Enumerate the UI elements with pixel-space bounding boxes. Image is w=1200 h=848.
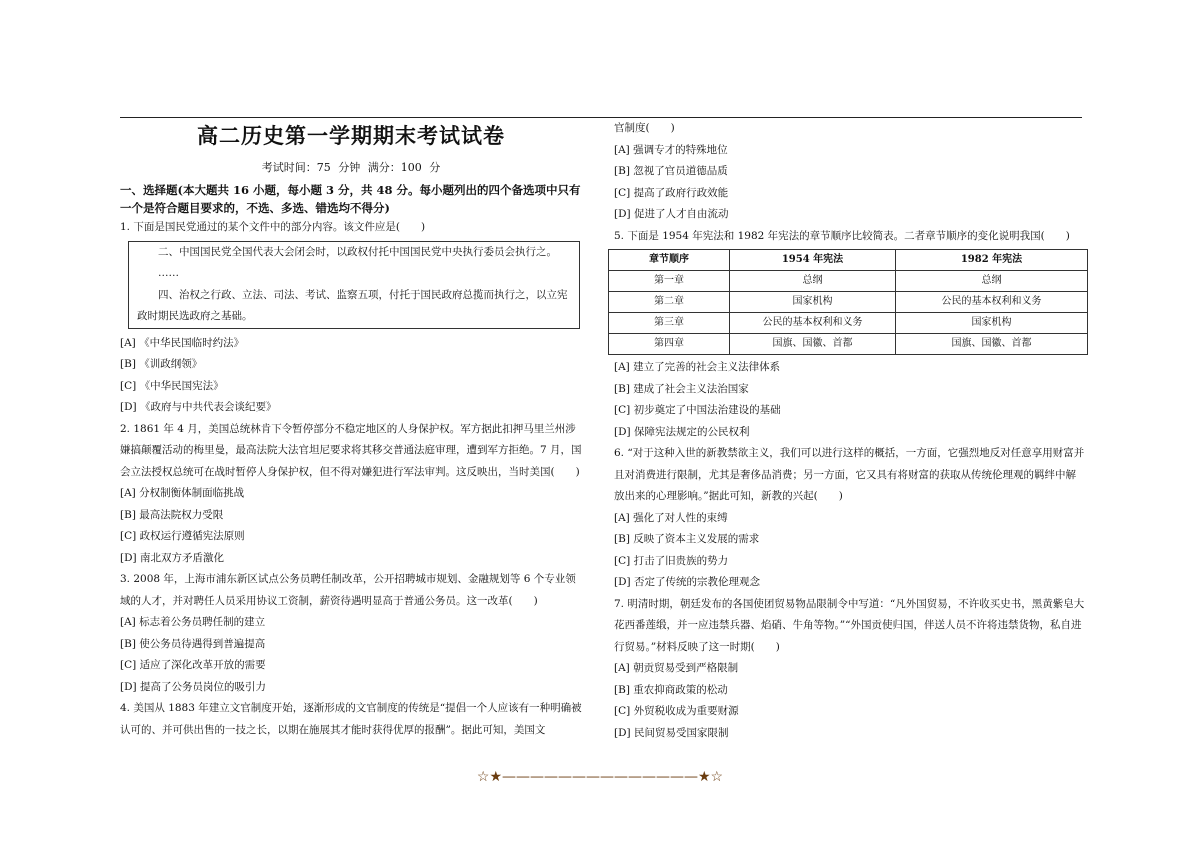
option-c[interactable]: [C] 外贸税收成为重要财源 (614, 705, 739, 717)
option-a[interactable]: [A] 强化了对人性的束缚 (614, 511, 728, 524)
option-b[interactable]: [B] 《训政纲领》 (120, 358, 203, 370)
section-heading: 一、选择题(本大题共 16 小题，每小题 3 分，共 48 分。每小题列出的四个备选项中只有一个是符合题目要求的，不选、多选、错选均不得分) (120, 183, 581, 215)
question-4-stem-continued: 官制度( ) (614, 122, 675, 134)
right-column (614, 118, 1086, 744)
option-a[interactable]: [A] 建立了完善的社会主义法律体系 (614, 361, 781, 373)
table-row (609, 334, 1088, 355)
star-decoration-icon: ☆★ (476, 769, 502, 785)
table-header: 章节顺序 (609, 250, 730, 271)
option-c[interactable]: [C] 《中华民国宪法》 (120, 379, 224, 392)
footer-line: —————————————— (502, 769, 698, 785)
option-b[interactable]: [B] 忽视了官员道德品质 (614, 165, 728, 177)
exam-info: 考试时间：75 分钟 满分：100 分 (261, 161, 441, 174)
option-b[interactable]: [B] 使公务员待遇得到普遍提高 (120, 637, 266, 650)
question-3-stem: 3. 2008 年，上海市浦东新区试点公务员聘任制改革，公开招聘城市规划、金融规划等 6 个专业领域的人才，并对聘任人员采用协议工资制，薪资待遇明显高于普通公务员。这一改革( ) (120, 573, 576, 607)
question-2-stem: 2. 1861 年 4 月，美国总统林肯下令暂停部分不稳定地区的人身保护权。军方据此扣押马里兰州涉嫌搞颠覆活动的梅里曼，最高法院大法官坦尼要求将其移交普通法庭审理，遭到军方拒绝。7 月，国会立法授权总统可在战时暂停人身保护权，但不得对嫌犯进行军法审判。这反映出，当时美国( ) (120, 422, 582, 478)
option-b[interactable]: [B] 建成了社会主义法治国家 (614, 382, 749, 395)
table-cell: 公民的基本权利和义务 (730, 313, 896, 334)
page-title: 高二历史第一学期期末考试试卷 (197, 123, 505, 148)
table-header: 1982 年宪法 (896, 250, 1088, 271)
option-c[interactable]: [C] 打击了旧贵族的势力 (614, 554, 729, 567)
question-4-stem: 4. 美国从 1883 年建立文官制度开始，逐渐形成的文官制度的传统是“提倡一个人应该有一种明确被认可的、并可供出售的一技之长，以期在施展其才能时获得优厚的报酬”。据此可知，美国文 (120, 702, 582, 736)
table-cell: 国家机构 (730, 292, 896, 313)
table-row (609, 271, 1088, 292)
table-row (609, 292, 1088, 313)
option-b[interactable]: [B] 重农抑商政策的松动 (614, 683, 728, 696)
table-cell: 国家机构 (896, 313, 1088, 334)
option-d[interactable]: [D] 民间贸易受国家限制 (614, 726, 729, 739)
option-a[interactable]: [A] 分权制衡体制面临挑战 (120, 487, 245, 499)
left-column (120, 118, 582, 741)
table-cell: 总纲 (730, 271, 896, 292)
table-cell: 国旗、国徽、首都 (896, 334, 1088, 355)
table-cell: 第二章 (609, 292, 730, 313)
option-c[interactable]: [C] 政权运行遵循宪法原则 (120, 530, 245, 542)
option-a[interactable]: [A] 标志着公务员聘任制的建立 (120, 616, 266, 628)
quote-line: 二、中国国民党全国代表大会闭会时，以政权付托中国国民党中央执行委员会执行之。 (158, 245, 557, 258)
quote-line: …… (158, 267, 179, 279)
page-footer (0, 769, 1200, 785)
option-c[interactable]: [C] 提高了政府行政效能 (614, 186, 729, 199)
table-header: 1954 年宪法 (730, 250, 896, 271)
option-d[interactable]: [D] 南北双方矛盾激化 (120, 551, 224, 564)
option-a[interactable]: [A] 朝贡贸易受到严格限制 (614, 662, 739, 674)
option-d[interactable]: [D] 促进了人才自由流动 (614, 208, 729, 220)
question-1-quote-box (128, 241, 580, 329)
table-cell: 总纲 (896, 271, 1088, 292)
table-row (609, 313, 1088, 334)
question-5-stem: 5. 下面是 1954 年宪法和 1982 年宪法的章节顺序比较简表。二者章节顺序的变化说明我国( ) (614, 229, 1070, 242)
table-header-row (609, 250, 1088, 271)
option-d[interactable]: [D] 保障宪法规定的公民权利 (614, 425, 750, 438)
question-1-stem: 1. 下面是国民党通过的某个文件中的部分内容。该文件应是( ) (120, 221, 426, 233)
option-d[interactable]: [D] 《政府与中共代表会谈纪要》 (120, 401, 277, 413)
option-c[interactable]: [C] 适应了深化改革开放的需要 (120, 659, 266, 671)
table-cell: 第一章 (609, 271, 730, 292)
option-d[interactable]: [D] 提高了公务员岗位的吸引力 (120, 680, 266, 693)
star-decoration-icon: ★☆ (698, 769, 724, 785)
constitution-comparison-table (608, 249, 1088, 355)
option-a[interactable]: [A] 《中华民国临时约法》 (120, 336, 245, 349)
option-d[interactable]: [D] 否定了传统的宗教伦理观念 (614, 576, 760, 588)
quote-line: 四、治权之行政、立法、司法、考试、监察五项，付托于国民政府总揽而执行之，以立宪政时期民选政府之基础。 (137, 288, 568, 322)
table-cell: 国旗、国徽、首都 (730, 334, 896, 355)
option-b[interactable]: [B] 最高法院权力受限 (120, 508, 224, 521)
question-7-stem: 7. 明清时期，朝廷发布的各国使团贸易物品限制令中写道：“凡外国贸易，不许收买史书，黑黄紫皂大花西番莲缎，并一应违禁兵器、焰硝、牛角等物。”“外国贡使归国，伴送人员不许将违禁货物，私自进行贸易。”材料反映了这一时期( ) (614, 597, 1085, 653)
table-cell: 公民的基本权利和义务 (896, 292, 1088, 313)
question-6-stem: 6. “对于这种入世的新教禁欲主义，我们可以进行这样的概括，一方面，它强烈地反对任意享用财富并且对消费进行限制，尤其是奢侈品消费；另一方面，它又具有将财富的获取从传统伦理观的羁绊中解放出来的心理影响。”据此可知，新教的兴起( ) (614, 447, 1085, 502)
table-cell: 第三章 (609, 313, 730, 334)
table-cell: 第四章 (609, 334, 730, 355)
option-b[interactable]: [B] 反映了资本主义发展的需求 (614, 533, 760, 545)
option-a[interactable]: [A] 强调专才的特殊地位 (614, 143, 728, 156)
option-c[interactable]: [C] 初步奠定了中国法治建设的基础 (614, 404, 781, 416)
